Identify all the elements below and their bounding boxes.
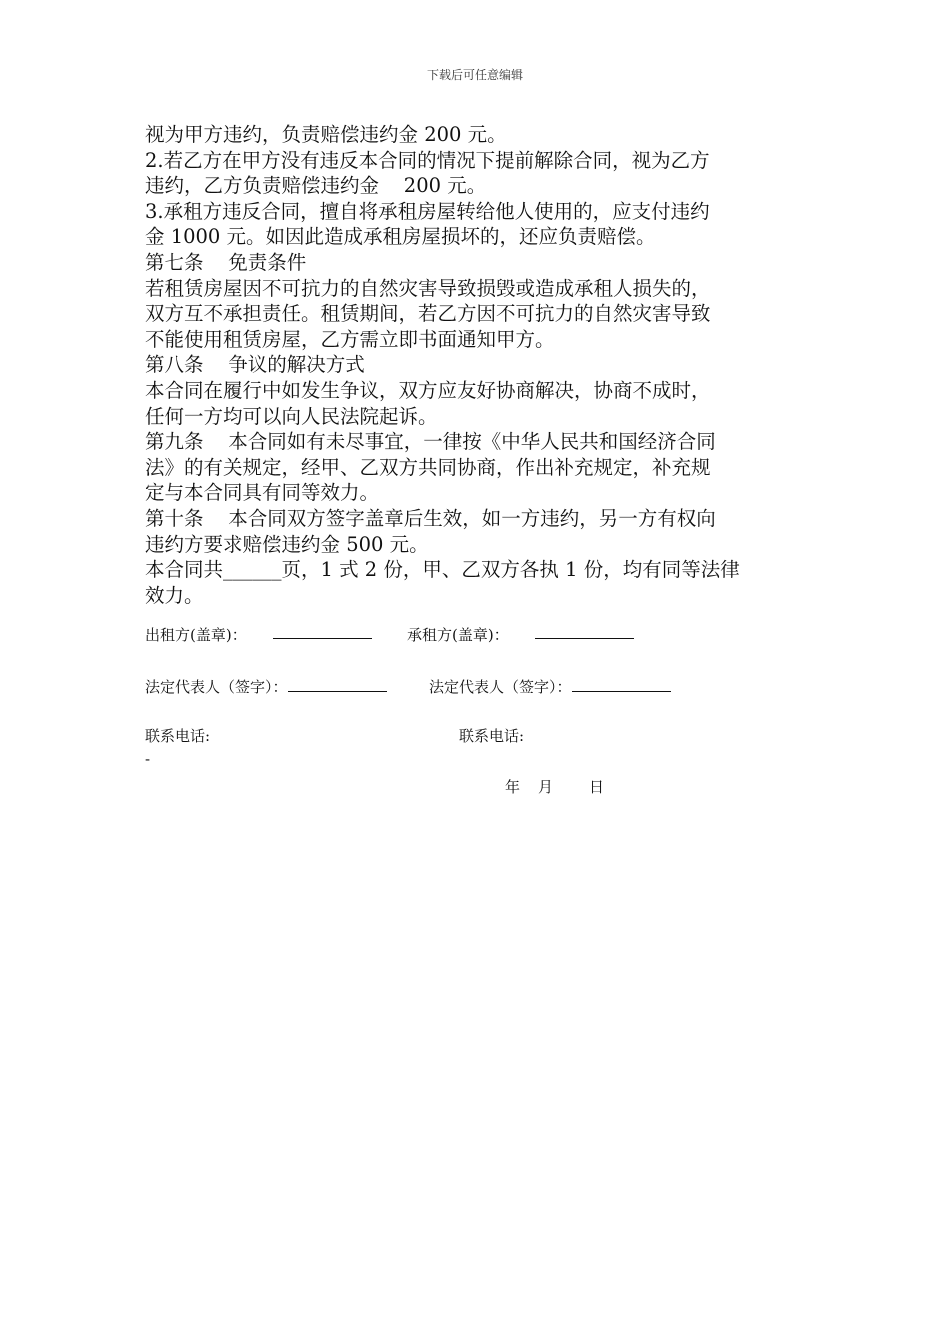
signature-blank-line: [535, 624, 634, 639]
lessee-phone-label: 联系电话:: [459, 727, 525, 745]
lessee-seal-field: [407, 624, 509, 645]
date-month: 月: [538, 778, 554, 796]
body-line: 效力。: [145, 583, 204, 607]
article-8-heading: 第八条 争议的解决方式: [145, 353, 365, 377]
lessor-seal-field: [145, 624, 247, 645]
date-year: 年: [505, 778, 521, 796]
body-line: 本合同共______页，1 式 2 份，甲、乙双方各执 1 份，均有同等法律: [145, 558, 740, 582]
body-line: 违约，乙方负责赔偿违约金 200 元。: [145, 174, 487, 198]
article-7-heading: 第七条 免责条件: [145, 250, 307, 274]
body-line: 视为甲方违约，负责赔偿违约金 200 元。: [145, 123, 507, 146]
signature-blank-line: [273, 624, 372, 639]
dash-mark: -: [145, 750, 151, 768]
page-header: 下载后可任意编辑: [426, 68, 523, 82]
contract-body: [145, 122, 810, 608]
lessor-rep-field: [145, 676, 387, 697]
article-9-line: 第九条 本合同如有未尽事宜，一律按《中华人民共和国经济合同: [145, 430, 716, 454]
body-line: 定与本合同具有同等效力。: [145, 481, 380, 505]
body-line: 若租赁房屋因不可抗力的自然灾害导致损毁或造成承租人损失的，: [145, 276, 711, 300]
lessee-seal-blank: [535, 624, 634, 643]
body-line: 任何一方均可以向人民法院起诉。: [145, 404, 438, 428]
lessee-rep-field: [429, 676, 671, 697]
body-line: 双方互不承担责任。租赁期间，若乙方因不可抗力的自然灾害导致: [145, 302, 711, 326]
body-line: 本合同在履行中如发生争议，双方应友好协商解决，协商不成时，: [145, 378, 711, 402]
signature-blank-line: [572, 677, 671, 692]
body-line: 违约方要求赔偿违约金 500 元。: [145, 532, 429, 556]
lessee-seal-label: 承租方(盖章)：: [407, 626, 509, 644]
lessee-rep-label: 法定代表人（签字）：: [429, 678, 572, 696]
article-10-line: 第十条 本合同双方签字盖章后生效，如一方违约，另一方有权向: [145, 506, 716, 530]
date-day: 日: [589, 778, 605, 796]
lessor-seal-blank: [273, 624, 372, 643]
lessor-rep-label: 法定代表人（签字）：: [145, 678, 288, 696]
body-line: 2.若乙方在甲方没有违反本合同的情况下提前解除合同，视为乙方: [145, 148, 710, 172]
body-line: 法》的有关规定，经甲、乙双方共同协商，作出补充规定，补充规: [145, 455, 711, 479]
body-line: 金 1000 元。如因此造成承租房屋损坏的，还应负责赔偿。: [145, 225, 656, 249]
signature-blank-line: [288, 677, 387, 692]
lessor-phone-label: 联系电话:: [145, 727, 211, 745]
body-line: 不能使用租赁房屋，乙方需立即书面通知甲方。: [145, 327, 555, 351]
body-line: 3.承租方违反合同，擅自将承租房屋转给他人使用的，应支付违约: [145, 199, 710, 223]
lessor-seal-label: 出租方(盖章)：: [145, 626, 247, 644]
